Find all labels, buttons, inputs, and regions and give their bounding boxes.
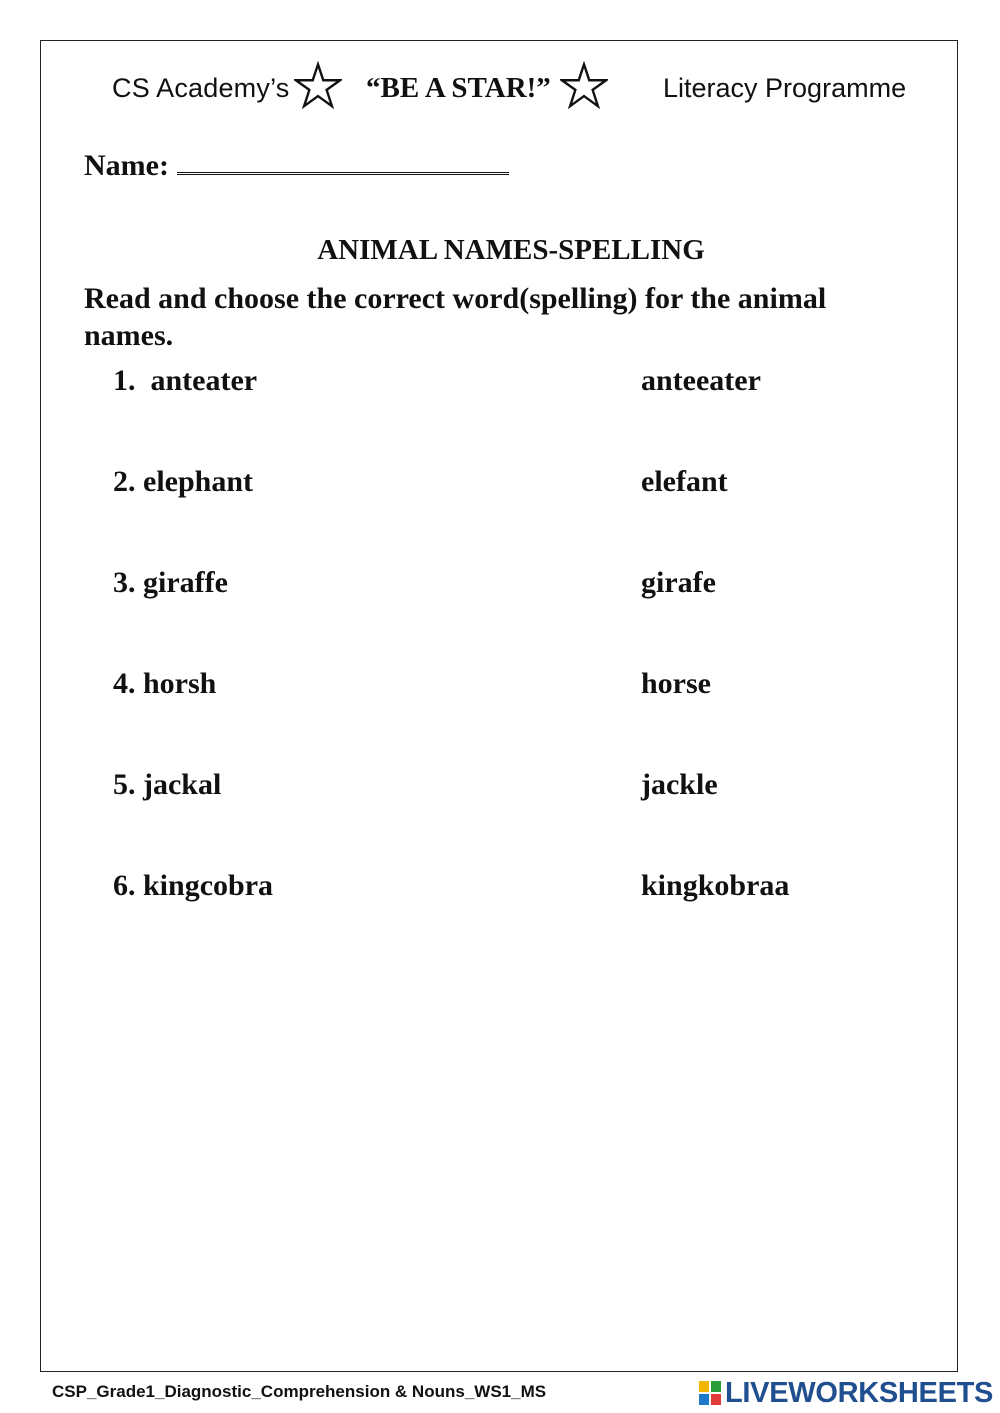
- question-1-option-a[interactable]: 1. anteater: [113, 364, 258, 397]
- footer-worksheet-code: CSP_Grade1_Diagnostic_Comprehension & Nouns_WS1_MS: [52, 1382, 547, 1401]
- question-3-option-a[interactable]: 3. giraffe: [113, 566, 228, 599]
- question-5-option-b[interactable]: jackle: [641, 768, 718, 801]
- question-6-option-a[interactable]: 6. kingcobra: [113, 869, 274, 902]
- brand-name: LIVEWORKSHEETS: [725, 1376, 994, 1409]
- liveworksheets-logo-icon: [698, 1380, 722, 1406]
- name-row: [84, 140, 509, 183]
- question-3-option-b[interactable]: girafe: [641, 566, 716, 599]
- question-2-option-a[interactable]: 2. elephant: [113, 465, 254, 498]
- header-academy: CS Academy’s: [112, 72, 290, 103]
- header-slogan: “BE A STAR!”: [366, 71, 551, 104]
- name-field[interactable]: [177, 140, 509, 175]
- question-4-option-a[interactable]: 4. horsh: [113, 667, 217, 700]
- star-outline-icon: [294, 60, 342, 112]
- name-label: Name:: [84, 149, 169, 182]
- header-programme: Literacy Programme: [663, 72, 907, 103]
- question-1-option-b[interactable]: anteeater: [641, 364, 761, 397]
- question-5-option-a[interactable]: 5. jackal: [113, 768, 222, 801]
- question-4-option-b[interactable]: horse: [641, 667, 711, 700]
- instructions-text: Read and choose the correct word(spelling) for the animal names.: [84, 282, 827, 352]
- question-6-option-b[interactable]: kingkobraa: [641, 869, 790, 902]
- worksheet-title: ANIMAL NAMES-SPELLING: [317, 234, 705, 266]
- star-outline-icon: [560, 60, 608, 112]
- liveworksheets-brand[interactable]: [698, 1374, 993, 1412]
- question-2-option-b[interactable]: elefant: [641, 465, 728, 498]
